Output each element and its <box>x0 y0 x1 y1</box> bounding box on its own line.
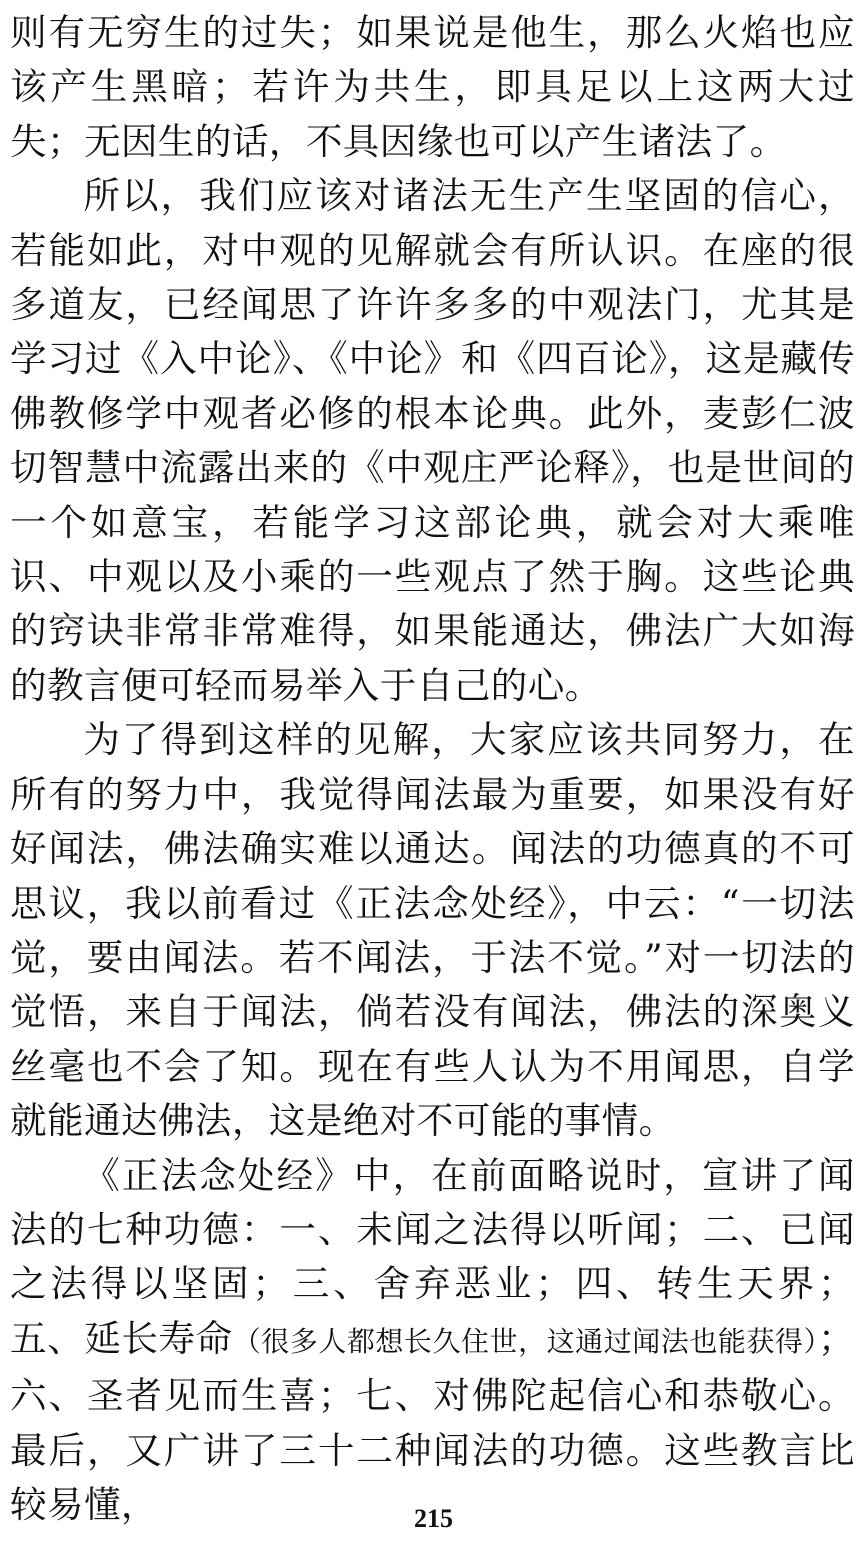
paragraph-seven-merits-text-b: ；六、圣者见而生喜；七、对佛陀起信心和恭敬心。最后，又广讲了三十二种闻法的功德。这些教言比较易懂， <box>10 1316 855 1526</box>
parenthetical-note: （很多人都想长久住世，这通过闻法也能获得） <box>232 1324 819 1358</box>
paragraph-seven-merits-text-a: 《正法念处经》中，在前面略说时，宣讲了闻法的七种功德：一、未闻之法得以听闻；二、已闻之法得以坚固；三、舍弃恶业；四、转生天界；五、延长寿命 <box>10 1153 855 1360</box>
page-number: 215 <box>414 1504 453 1533</box>
document-page <box>10 6 855 1532</box>
paragraph-continuation: 则有无穷生的过失；如果说是他生，那么火焰也应该产生黑暗；若许为共生，即具足以上这两大过失；无因生的话，不具因缘也可以产生诸法了。 <box>10 11 855 163</box>
paragraph-importance-of-hearing: 为了得到这样的见解，大家应该共同努力，在所有的努力中，我觉得闻法最为重要，如果没有好好闻法，佛法确实难以通达。闻法的功德真的不可思议，我以前看过《正法念处经》，中云：“一切法觉，要由闻法。若不闻法，于法不觉。”对一切法的觉悟，来自于闻法，倘若没有闻法，佛法的深奥义丝毫也不会了知。现在有些人认为不用闻思，自学就能通达佛法，这是绝对不可能的事情。 <box>10 718 855 1143</box>
paragraph-faith-in-emptiness: 所以，我们应该对诸法无生产生坚固的信心，若能如此，对中观的见解就会有所认识。在座的很多道友，已经闻思了许许多多的中观法门，尤其是学习过《入中论》、《中论》和《四百论》，这是藏传佛教修学中观者必修的根本论典。此外，麦彭仁波切智慧中流露出来的《中观庄严论释》，也是世间的一个如意宝，若能学习这部论典，就会对大乘唯识、中观以及小乘的一些观点了然于胸。这些论典的窍诀非常非常难得，如果能通达，佛法广大如海的教言便可轻而易举入于自己的心。 <box>10 174 855 707</box>
paragraph-seven-merits <box>10 1149 855 1533</box>
